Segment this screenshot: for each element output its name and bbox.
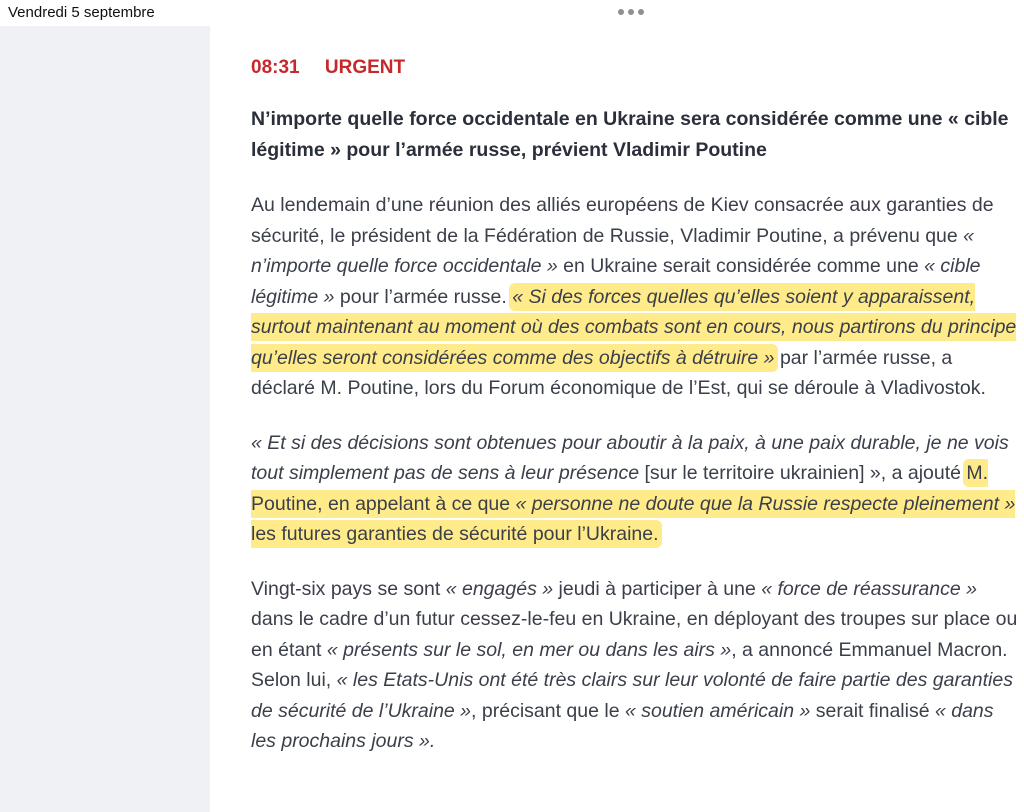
status-bar-date: Vendredi 5 septembre [8, 4, 155, 21]
text-run: dans le cadre d’un futur cessez-le-feu en Ukraine, en déployant des troupes sur place ou en étant [251, 608, 1018, 661]
text-run: serait finalisé [810, 699, 935, 722]
text-run: Vingt-six pays se sont [251, 577, 446, 600]
article-time: 08:31 [251, 57, 300, 78]
quote: « Et si des décisions sont obtenues pour aboutir à la paix, à une paix durable, je ne vois tout simplement pas de sens à leur présence [251, 431, 1009, 484]
text-run: , précisant que le [471, 699, 625, 722]
text-run: [sur le territoire ukrainien] », a ajouté [639, 462, 967, 484]
quote: « dans les prochains jours ». [251, 699, 994, 752]
text-run: M. Poutine, en appelant à ce que [251, 462, 989, 515]
paragraph-2 [251, 428, 1021, 550]
sidebar [0, 26, 210, 812]
text-run: pour l’armée russe. [334, 285, 513, 308]
article-headline: N’importe quelle force occidentale en Ukraine sera considérée comme une « cible légitime » pour l’armée russe, prévient Vladimir Poutine [251, 108, 1009, 161]
paragraph-1 [251, 190, 1021, 404]
quote: « force de réassurance » [761, 577, 977, 600]
quote: « engagés » [445, 577, 554, 600]
text-run: , a annoncé Emmanuel Macron. Selon lui, [251, 638, 1008, 691]
paragraph-3 [251, 574, 1021, 757]
text-run: en Ukraine serait considérée comme une [557, 255, 925, 277]
quote: « cible légitime » [251, 255, 981, 308]
quote: « n’importe quelle force occidentale » [251, 224, 975, 277]
multitasking-dots-icon[interactable] [618, 9, 644, 15]
text-run: Au lendemain d’une réunion des alliés européens de Kiev consacrée aux garanties de sécurité, le président de la Fédération de Russie, Vladimir Poutine, a prévenu que [251, 194, 994, 247]
quote: « présents sur le sol, en mer ou dans les airs » [326, 638, 732, 661]
quote: « les Etats-Unis ont été très clairs sur leur volonté de faire partie des garanties de sécurité de l’Ukraine » [251, 669, 1013, 722]
text-run: jeudi à participer à une [553, 577, 762, 600]
quote: « personne ne doute que la Russie respecte pleinement » [515, 492, 1016, 515]
article [251, 30, 1021, 757]
article-meta [251, 57, 1021, 79]
text-run: par l’armée russe, a déclaré M. Poutine, lors du Forum économique de l’Est, qui se déroule à Vladivostok. [251, 346, 986, 399]
text-run: les futures garanties de sécurité pour l’Ukraine. [251, 523, 659, 545]
urgent-label: URGENT [324, 57, 406, 78]
highlighted-quote: « Si des forces quelles qu’elles soient y apparaissent, surtout maintenant au moment où des combats sont en cours, nous partirons du principe qu’elles seront considérées comme des objectifs à détruire » [251, 285, 1017, 369]
quote: « soutien américain » [624, 699, 811, 722]
